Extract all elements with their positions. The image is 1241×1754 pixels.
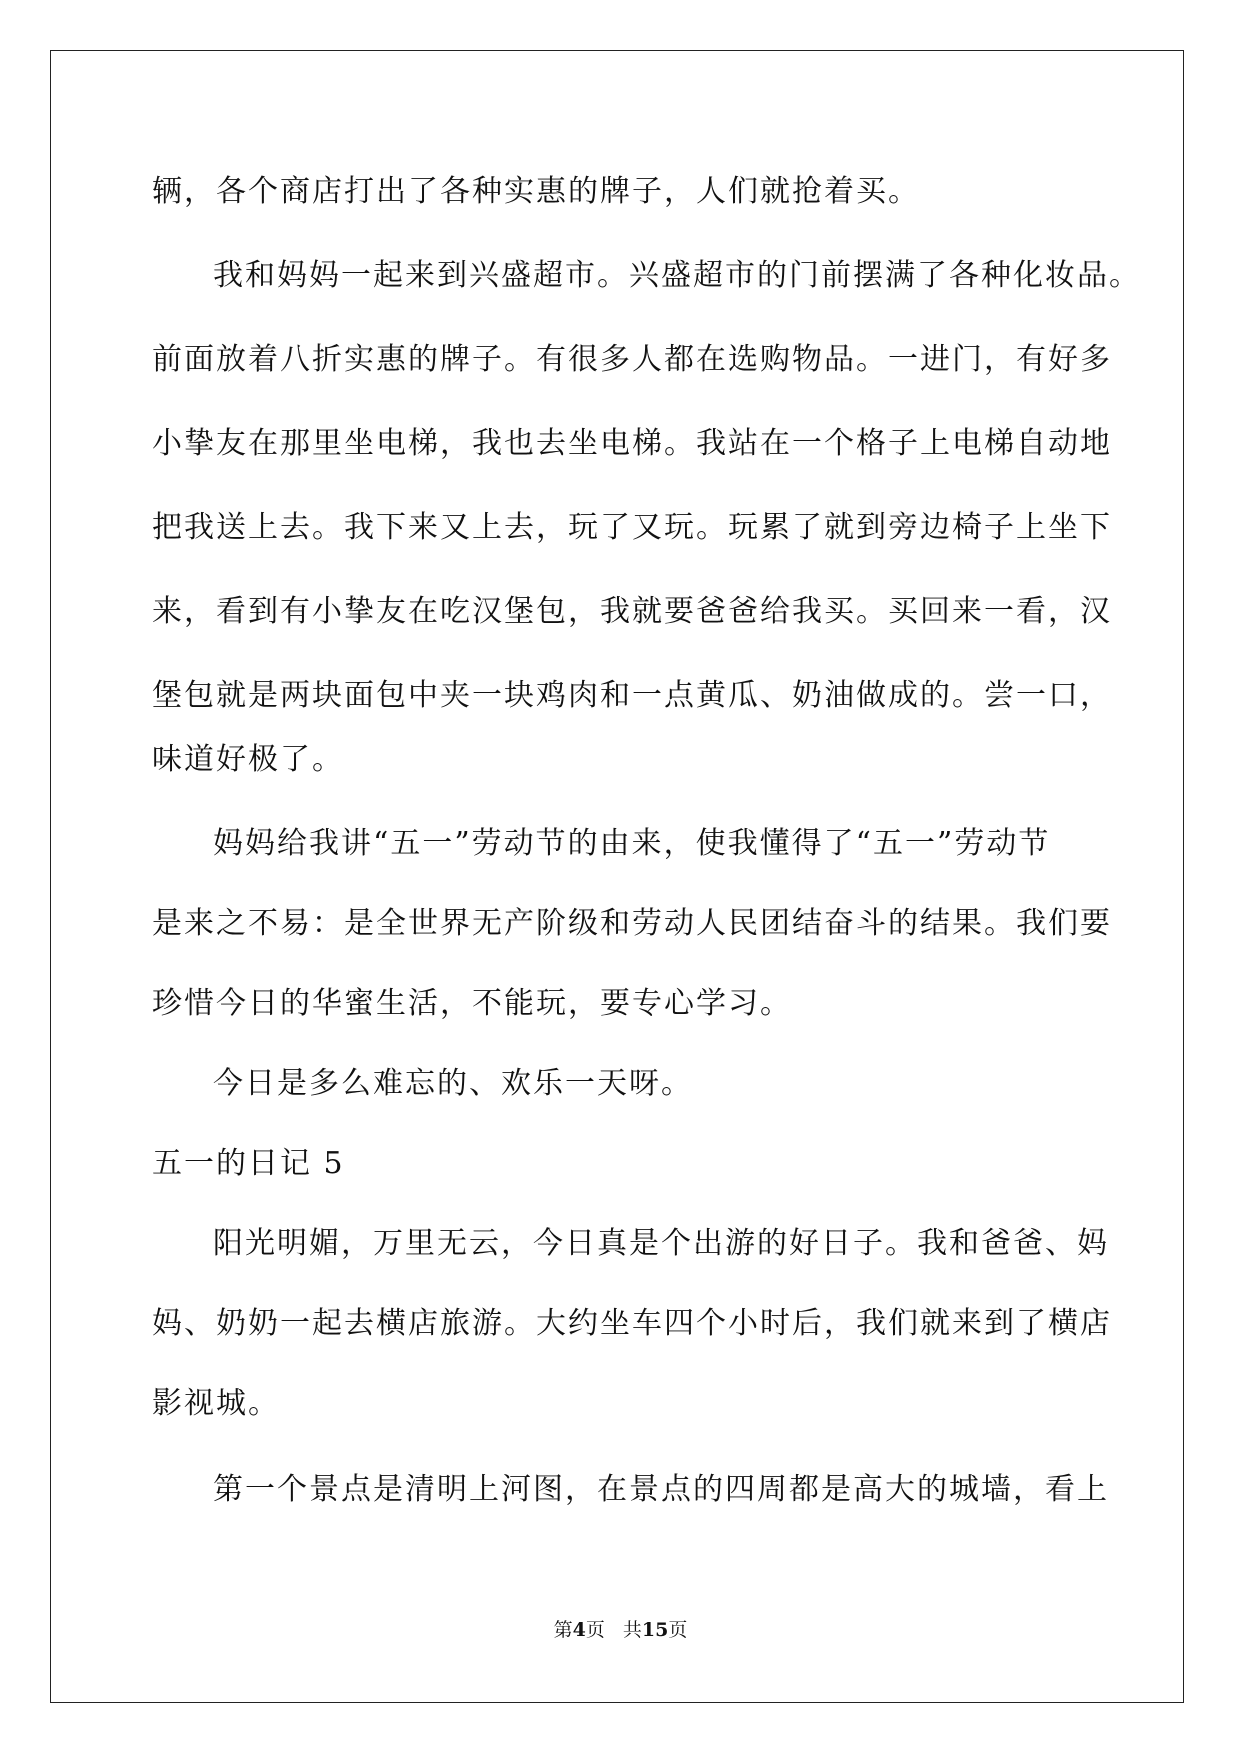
- text-line: 小挚友在那里坐电梯，我也去坐电梯。我站在一个格子上电梯自动地: [152, 426, 1112, 461]
- page-footer: [0, 1618, 1241, 1642]
- text-line: 妈、奶奶一起去横店旅游。大约坐车四个小时后，我们就来到了横店: [152, 1306, 1112, 1341]
- paragraph-start-line: 妈妈给我讲“五一”劳动节的由来，使我懂得了“五一”劳动节: [213, 826, 1051, 861]
- text-line: 味道好极了。: [152, 742, 344, 777]
- text-line: 把我送上去。我下来又上去，玩了又玩。玩累了就到旁边椅子上坐下: [152, 510, 1112, 545]
- paragraph-start-line: 我和妈妈一起来到兴盛超市。兴盛超市的门前摆满了各种化妆品。: [213, 258, 1141, 293]
- page-prefix: 第: [553, 1619, 573, 1641]
- page-border: [50, 50, 1184, 1703]
- page-current-number: 4: [572, 1619, 586, 1641]
- text-line: 辆，各个商店打出了各种实惠的牌子，人们就抢着买。: [152, 174, 920, 209]
- text-line: 前面放着八折实惠的牌子。有很多人都在选购物品。一进门，有好多: [152, 342, 1112, 377]
- paragraph-start-line: 阳光明媚，万里无云，今日真是个出游的好日子。我和爸爸、妈: [213, 1226, 1109, 1261]
- text-line: 是来之不易：是全世界无产阶级和劳动人民团结奋斗的结果。我们要: [152, 906, 1112, 941]
- page-total-number: 15: [641, 1619, 669, 1641]
- text-line: 堡包就是两块面包中夹一块鸡肉和一点黄瓜、奶油做成的。尝一口，: [152, 678, 1112, 713]
- section-heading: 五一的日记 5: [152, 1146, 345, 1181]
- text-line: 影视城。: [152, 1386, 280, 1421]
- text-line: 来，看到有小挚友在吃汉堡包，我就要爸爸给我买。买回来一看，汉: [152, 594, 1112, 629]
- total-prefix: 共: [622, 1619, 642, 1641]
- text-line: 珍惜今日的华蜜生活，不能玩，要专心学习。: [152, 986, 792, 1021]
- paragraph-start-line: 第一个景点是清明上河图，在景点的四周都是高大的城墙，看上: [213, 1472, 1109, 1507]
- page-suffix: 页: [585, 1619, 605, 1641]
- paragraph-start-line: 今日是多么难忘的、欢乐一天呀。: [213, 1066, 693, 1101]
- total-suffix: 页: [668, 1619, 688, 1641]
